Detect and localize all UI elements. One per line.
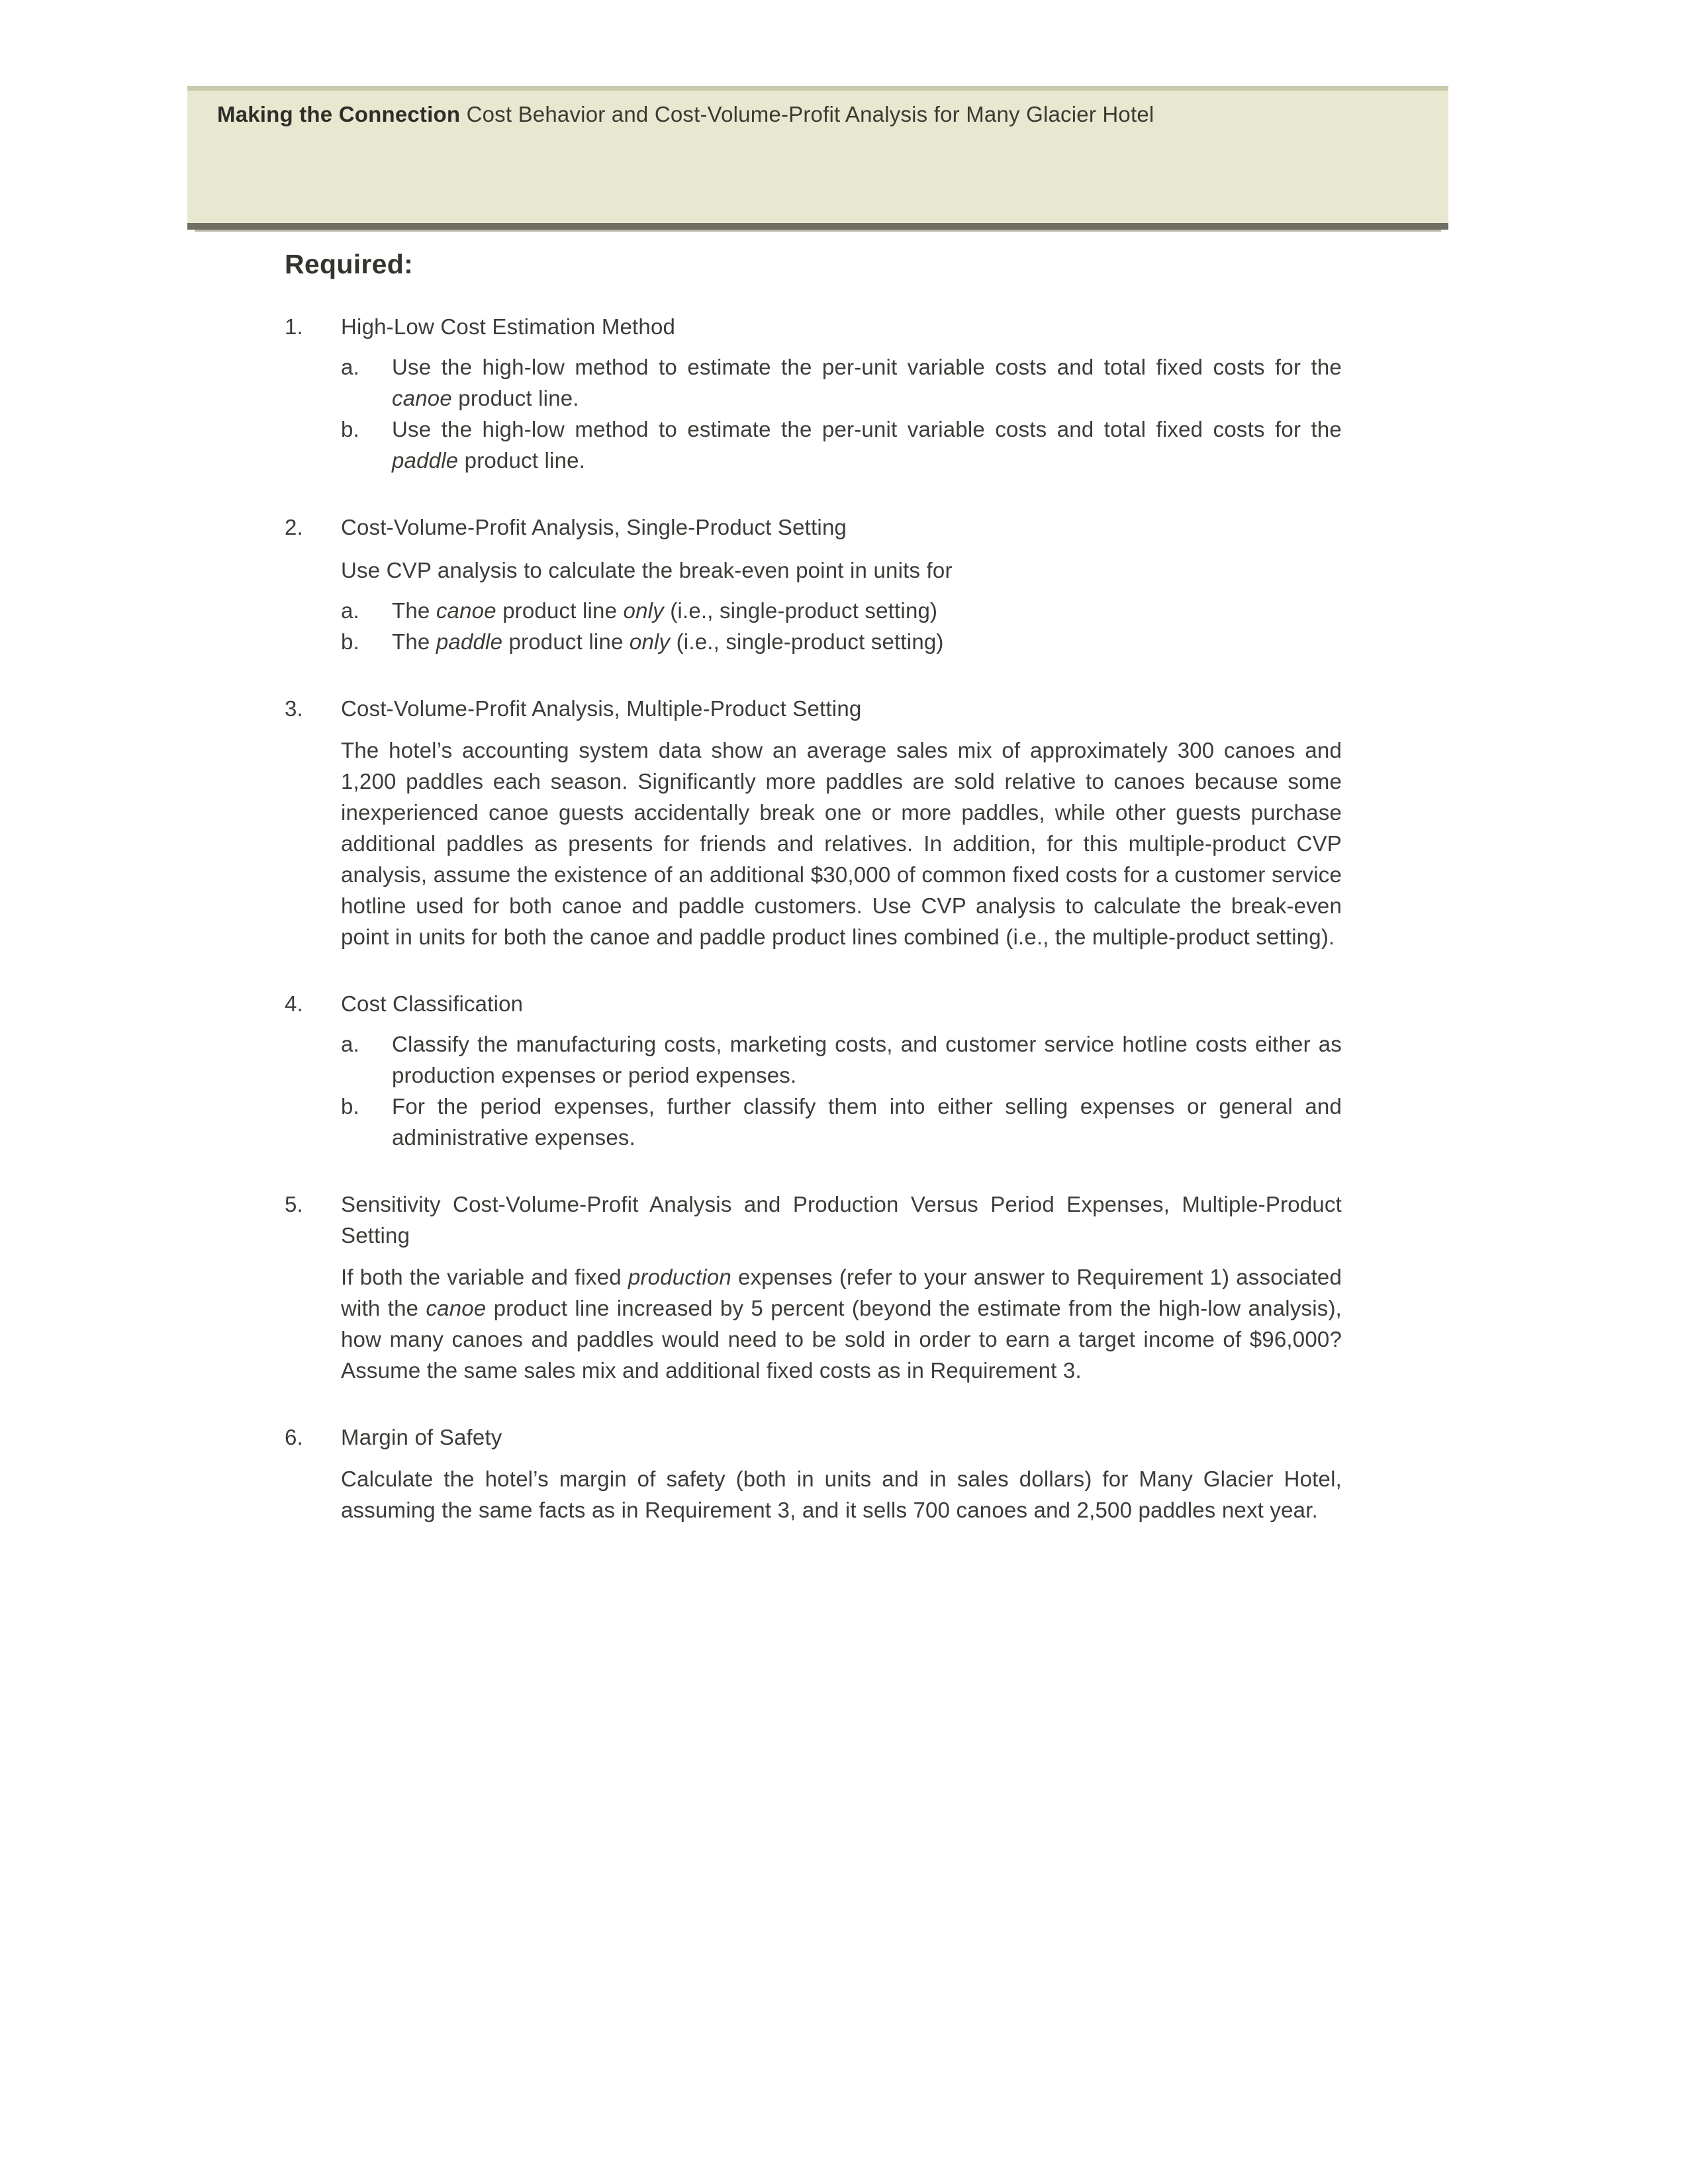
subitem-list (341, 351, 1342, 476)
requirement-item-6 (285, 1422, 1342, 1525)
item-number: 5. (285, 1192, 303, 1216)
subitem-text: Use the high-low method to estimate the per-unit variable costs and total fixed costs for the paddle product line. (392, 417, 1342, 473)
item-number: 3. (285, 696, 303, 721)
subitem-letter: a. (341, 1032, 359, 1056)
item-number: 6. (285, 1425, 303, 1449)
item-intro: Use CVP analysis to calculate the break-even point in units for (341, 558, 953, 582)
subitem-text: The paddle product line only (i.e., single-product setting) (392, 629, 944, 654)
item-body (341, 1422, 1342, 1525)
item-body (341, 1189, 1342, 1386)
item-body (341, 512, 1342, 657)
subitem-text: The canoe product line only (i.e., single-product setting) (392, 598, 938, 623)
item-title: Cost-Volume-Profit Analysis, Single-Product Setting (341, 515, 847, 539)
item-body (341, 693, 1342, 952)
item-paragraph: The hotel’s accounting system data show an average sales mix of approximately 300 canoes and 1,200 paddles each season. Significantly more paddles are sold relative to canoes because some inexperienced canoe guests accidentally break one or more paddles, while other guests purchase additional paddles as presents for friends and relatives. In addition, for this multiple-product CVP analysis, assume the existence of an additional $30,000 of common fixed costs for a customer service hotline used for both canoe and paddle customers. Use CVP analysis to calculate the break-even point in units for both the canoe and paddle product lines combined (i.e., the multiple-product setting). (341, 738, 1342, 949)
item-title: Cost Classification (341, 991, 524, 1016)
subitem-a (341, 1028, 1342, 1091)
required-section (285, 249, 1342, 1525)
required-heading: Required: (285, 249, 414, 279)
requirement-item-5 (285, 1189, 1342, 1386)
item-title: High-Low Cost Estimation Method (341, 314, 676, 339)
subitem-b (341, 414, 1342, 476)
subitem-letter: b. (341, 1094, 359, 1118)
page-title (187, 91, 1448, 129)
item-title: Sensitivity Cost-Volume-Profit Analysis and Production Versus Period Expenses, Multiple-Product Setting (341, 1192, 1342, 1248)
subitem-b (341, 626, 1342, 657)
subitem-letter: b. (341, 417, 359, 441)
item-body (341, 311, 1342, 476)
subitem-a (341, 595, 1342, 626)
subitem-text: Classify the manufacturing costs, marketing costs, and customer service hotline costs either as production expenses or period expenses. (392, 1032, 1342, 1087)
item-number: 2. (285, 515, 303, 539)
subitem-a (341, 351, 1342, 414)
subitem-letter: a. (341, 355, 359, 379)
page-title-rest: Cost Behavior and Cost-Volume-Profit Analysis for Many Glacier Hotel (460, 102, 1154, 126)
subitem-letter: a. (341, 598, 359, 623)
requirement-item-1 (285, 311, 1342, 476)
requirement-item-4 (285, 988, 1342, 1153)
subitem-text: Use the high-low method to estimate the per-unit variable costs and total fixed costs for the canoe product line. (392, 355, 1342, 410)
subitem-list (341, 595, 1342, 657)
subitem-text: For the period expenses, further classify them into either selling expenses or general and administrative expenses. (392, 1094, 1342, 1150)
item-paragraph: Calculate the hotel’s margin of safety (both in units and in sales dollars) for Many Glacier Hotel, assuming the same facts as in Requirement 3, and it sells 700 canoes and 2,500 paddles next year. (341, 1467, 1342, 1522)
item-number: 1. (285, 314, 303, 339)
subitem-letter: b. (341, 629, 359, 654)
item-number: 4. (285, 991, 303, 1016)
item-title: Cost-Volume-Profit Analysis, Multiple-Product Setting (341, 696, 862, 721)
page-title-bold: Making the Connection (217, 102, 461, 126)
requirement-item-3 (285, 693, 1342, 952)
subitem-list (341, 1028, 1342, 1153)
item-paragraph: If both the variable and fixed production expenses (refer to your answer to Requirement 1) associated with the canoe product line increased by 5 percent (beyond the estimate from the high-low analysis), how many canoes and paddles would need to be sold in order to earn a target income of $96,000? Assume the same sales mix and additional fixed costs as in Requirement 3. (341, 1265, 1342, 1383)
requirement-item-2 (285, 512, 1342, 657)
header-banner (187, 86, 1448, 230)
item-title: Margin of Safety (341, 1425, 502, 1449)
subitem-b (341, 1091, 1342, 1153)
item-body (341, 988, 1342, 1153)
